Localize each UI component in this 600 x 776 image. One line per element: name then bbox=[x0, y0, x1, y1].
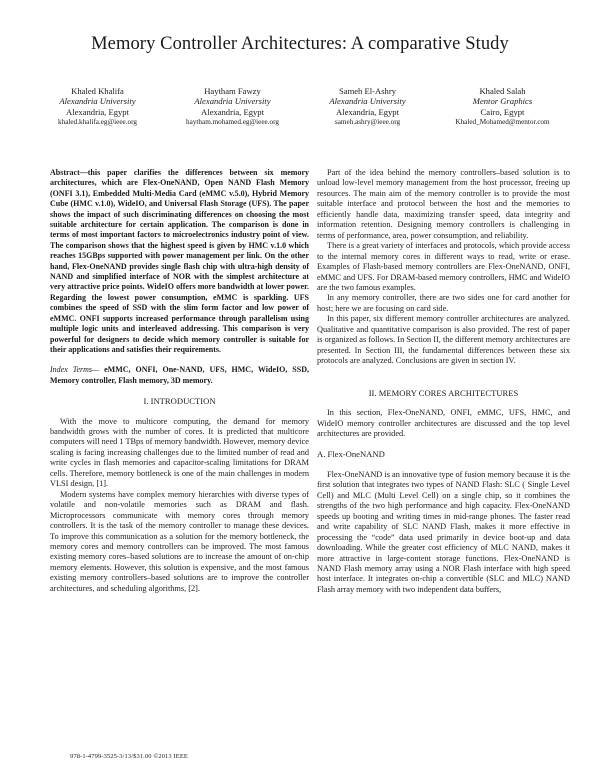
paper-title: Memory Controller Architectures: A comparative Study bbox=[91, 34, 509, 54]
intro-paragraph-2: Modern systems have complex memory hierarchies with diverse types of volatile and non-volatile memories such as DRAM and flash. Microprocessors communicate with memory cores through memory controllers. It is the task of the memory controller to manage these devices. To improve this communication as a solution for the memory bottleneck, the memory cores and memory controllers can be improved. The most famous existing memory cores–based solutions are to increase the amount of on-chip memory elements. However, this solution is expensive, and the most famous existing memory controllers–based solutions are to improve the controller architectures, and scheduling algorithms, [2]. bbox=[50, 489, 309, 593]
author-email: sameh.ashry@ieee.org bbox=[334, 118, 401, 127]
author-3 bbox=[300, 86, 435, 128]
author-location: Alexandria, Egypt bbox=[200, 106, 264, 117]
author-1 bbox=[30, 86, 165, 128]
author-name: Haytham Fawzy bbox=[204, 86, 261, 96]
right-column bbox=[317, 168, 570, 595]
subsection-a-heading: A. Flex-OneNAND bbox=[317, 449, 385, 460]
author-location: Alexandria, Egypt bbox=[335, 106, 399, 117]
author-location: Alexandria, Egypt bbox=[65, 106, 129, 117]
right-paragraph-3: In any memory controller, there are two sides one for card another for host; here we are focusing on card side. bbox=[317, 293, 570, 313]
right-paragraph-1: Part of the idea behind the memory controllers–based solution is to unload low-level memory management from the host processor, freeing up resources. The main aim of the memory controller is to provide the most suitable interface and protocol between the host and the memories to efficiently handle data, maximizing transfer speed, data integrity and information retention. Designing memory controllers is challenging in terms of performance, area, power consumption, and reliability. bbox=[317, 168, 570, 240]
author-2 bbox=[165, 86, 300, 128]
author-affiliation: Mentor Graphics bbox=[472, 96, 533, 107]
abstract: Abstract—this paper clarifies the differences between six memory architectures, which are Flex-OneNAND, Open NAND Flash Memory (ONFI 3.1), Embedded Multi-Media Card (eMMC v.5.0), Hybrid Memory Cube (HMC v.1.0), WideIO, and Universal Flash Storage (UFS). The paper shows the impact of such discriminating differences on choosing the most suitable architecture for certain application. The comparison is done in terms of most important factors to microelectronics industry point of view. The comparison shows that the highest speed is given by HMC v.1.0 which reaches 15GBps supported with power management per link. On the other hand, Flex-OneNAND provides single flash chip with ultra-high density of NAND and simplified interface of NOR with the simplest architecture at very attractive price points. WideIO offers more bandwidth at lower power. Regarding the lowest power consumption, eMMC is sparkling. UFS combines the speed of SSD with the slim form factor and low power of eMMC. ONFI supports increased performance through parallelism using multiple logic units and interleaved addressing. This comparison is very powerful for designers to decide which memory controller is suitable for their applications and satisfies their requirements. bbox=[50, 168, 309, 354]
left-column bbox=[50, 168, 309, 594]
copyright-footer: 978-1-4799-3525-3/13/$31.00 ©2013 IEEE bbox=[70, 753, 188, 760]
section-1-heading: I. INTRODUCTION bbox=[143, 396, 216, 407]
intro-paragraph-1: With the move to multicore computing, the demand for memory bandwidth grows with the number of cores. It is predicted that multicore computers will need 1 TBps of memory bandwidth. However, memory device scaling is facing increasing challenges due to the limited number of read and write cycles in flash memories and capacitor-scaling limitations for DRAM cells. Therefore, memory bottleneck is one of the main challenges in modern VLSI design, [1]. bbox=[50, 416, 309, 489]
author-name: Khaled Khalifa bbox=[71, 86, 124, 96]
right-paragraph-2: There is a great variety of interfaces and protocols, which provide access to the internal memory cores in different ways to read, write or erase. Examples of Flash-based memory controllers are Flex-OneNAND, ONFI, eMMC and UFS. For DRAM-based memory controllers, HMC and WideIO are the two famous examples. bbox=[317, 241, 570, 292]
author-email: Khaled_Mohamed@mentor.com bbox=[455, 118, 550, 127]
flex-onenand-paragraph: Flex-OneNAND is an innovative type of fusion memory because it is the first solution that integrates two types of NAND Flash: SLC ( Single Level Cell) and MLC (Multi Level Cell) on a single chip, so it combines the strengths of the two high performance and high capacity. Flex-OneNAND speeds up booting and writing times in mid-range phones. The faster read and write capability of SLC NAND Flash, makes it more effective in processing the “code” data used primarily in device boot-up and data downloading. While the greater cost efficiency of MLC NAND, makes it more attractive in large-content storage functions. Flex-OneNAND is NAND Flash memory array using a NOR Flash interface with high speed host interface. It integrates on-chip a convertible (SLC and MLC) NAND Flash array memory with two independent data buffers, bbox=[317, 469, 570, 594]
author-4 bbox=[435, 86, 570, 128]
author-email: haytham.mohamed.eg@ieee.org bbox=[186, 118, 279, 127]
right-paragraph-4: In this paper, six different memory controller architectures are analyzed. Qualitative and quantitative comparison is also provided. The rest of paper is organized as follows. In Section II, the different memory architectures are presented. In Section III, the fundamental differences between these six protocols are analyzed. Conclusions are given in section IV. bbox=[317, 314, 570, 366]
index-terms-label: Index Terms— bbox=[50, 365, 100, 375]
author-name: Sameh El-Ashry bbox=[338, 86, 397, 96]
author-location: Cairo, Egypt bbox=[480, 106, 525, 117]
author-email: khaled.khalifa.eg@ieee.org bbox=[58, 118, 137, 127]
author-affiliation: Alexandria University bbox=[59, 96, 136, 107]
section-2-paragraph: In this section, Flex-OneNAND, ONFI, eMMC, UFS, HMC, and WideIO memory controller architectures are discussed and the top level architectures are provided. bbox=[317, 408, 570, 438]
index-terms bbox=[50, 365, 309, 386]
author-affiliation: Alexandria University bbox=[194, 96, 271, 107]
author-name: Khaled Salah bbox=[479, 86, 526, 96]
author-block bbox=[30, 86, 570, 132]
index-terms-list: eMMC, ONFI, One-NAND, UFS, HMC, WideIO, SSD, Memory controller, Flash memory, 3D memory. bbox=[50, 365, 309, 385]
author-affiliation: Alexandria University bbox=[329, 96, 406, 107]
section-2-heading: II. MEMORY CORES ARCHITECTURES bbox=[368, 387, 519, 398]
